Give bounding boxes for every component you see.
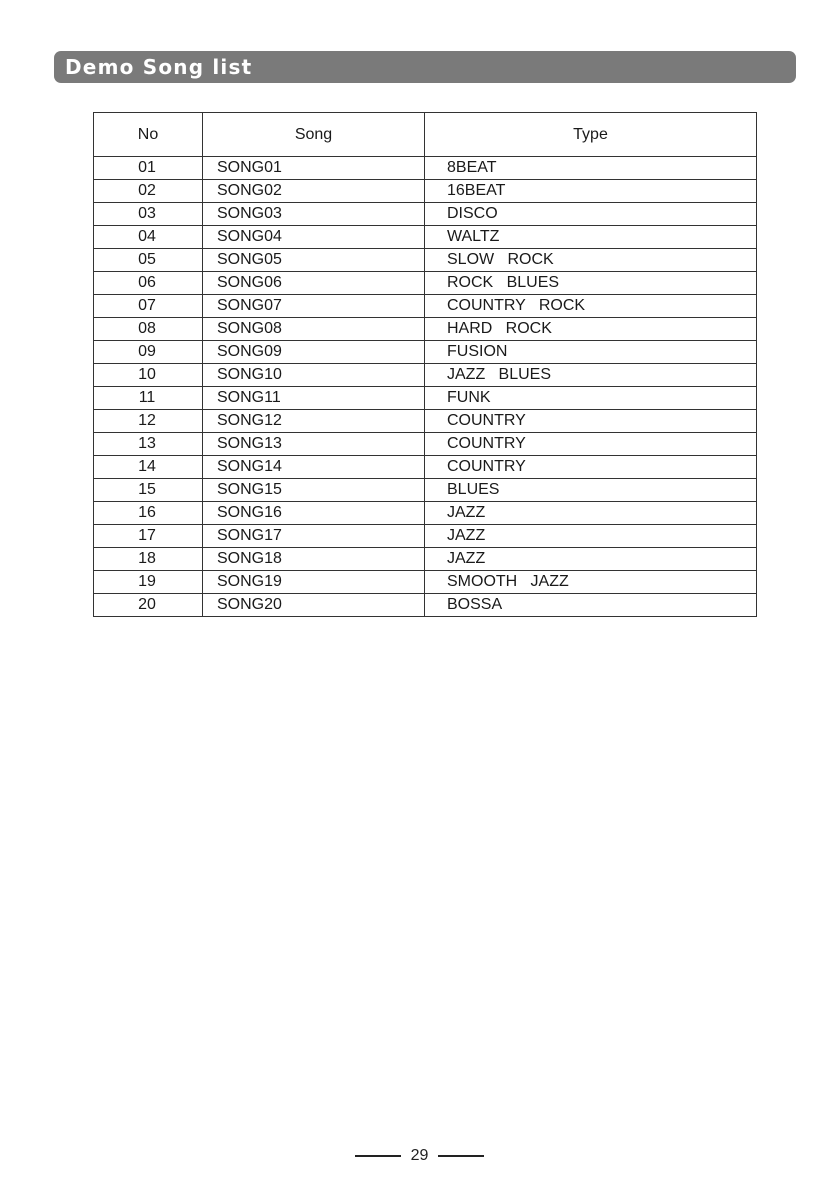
table-row: [94, 318, 757, 341]
song-number-cell: 18: [94, 548, 203, 571]
song-number-cell: 05: [94, 249, 203, 272]
song-type-cell: COUNTRY: [425, 410, 757, 433]
song-number-cell: 09: [94, 341, 203, 364]
table-row: [94, 249, 757, 272]
song-name-cell: SONG13: [203, 433, 425, 456]
song-name-cell: SONG04: [203, 226, 425, 249]
song-type-cell: SLOW ROCK: [425, 249, 757, 272]
table-header-row: [94, 113, 757, 157]
song-type-cell: WALTZ: [425, 226, 757, 249]
song-number-cell: 13: [94, 433, 203, 456]
table-row: [94, 410, 757, 433]
song-name-cell: SONG06: [203, 272, 425, 295]
song-number-cell: 10: [94, 364, 203, 387]
song-number-cell: 14: [94, 456, 203, 479]
table-row: [94, 226, 757, 249]
section-title: Demo Song list: [65, 55, 253, 79]
song-name-cell: SONG11: [203, 387, 425, 410]
song-number-cell: 08: [94, 318, 203, 341]
song-type-cell: COUNTRY: [425, 433, 757, 456]
song-type-cell: HARD ROCK: [425, 318, 757, 341]
song-number-cell: 17: [94, 525, 203, 548]
song-number-cell: 20: [94, 594, 203, 617]
song-name-cell: SONG07: [203, 295, 425, 318]
song-name-cell: SONG12: [203, 410, 425, 433]
song-name-cell: SONG03: [203, 203, 425, 226]
song-name-cell: SONG05: [203, 249, 425, 272]
song-name-cell: SONG09: [203, 341, 425, 364]
song-number-cell: 02: [94, 180, 203, 203]
table-row: [94, 180, 757, 203]
column-header-type: Type: [425, 113, 757, 157]
song-type-cell: 8BEAT: [425, 157, 757, 180]
table-row: [94, 387, 757, 410]
song-name-cell: SONG10: [203, 364, 425, 387]
demo-song-table: [93, 112, 757, 617]
song-number-cell: 15: [94, 479, 203, 502]
song-name-cell: SONG15: [203, 479, 425, 502]
song-type-cell: FUSION: [425, 341, 757, 364]
table-row: [94, 295, 757, 318]
song-name-cell: SONG08: [203, 318, 425, 341]
song-number-cell: 03: [94, 203, 203, 226]
song-type-cell: COUNTRY ROCK: [425, 295, 757, 318]
table-row: [94, 502, 757, 525]
page-number: 29: [410, 1147, 429, 1164]
table-row: [94, 571, 757, 594]
page-footer: [0, 1145, 839, 1167]
song-type-cell: BOSSA: [425, 594, 757, 617]
song-name-cell: SONG19: [203, 571, 425, 594]
song-type-cell: JAZZ: [425, 525, 757, 548]
section-header: [54, 51, 796, 83]
song-name-cell: SONG17: [203, 525, 425, 548]
table-row: [94, 479, 757, 502]
table-row: [94, 272, 757, 295]
table-row: [94, 548, 757, 571]
song-number-cell: 11: [94, 387, 203, 410]
song-type-cell: 16BEAT: [425, 180, 757, 203]
song-name-cell: SONG02: [203, 180, 425, 203]
song-number-cell: 12: [94, 410, 203, 433]
song-number-cell: 19: [94, 571, 203, 594]
table-row: [94, 157, 757, 180]
song-number-cell: 07: [94, 295, 203, 318]
song-type-cell: FUNK: [425, 387, 757, 410]
footer-rule-right: [438, 1155, 484, 1157]
song-name-cell: SONG14: [203, 456, 425, 479]
song-type-cell: DISCO: [425, 203, 757, 226]
table-row: [94, 594, 757, 617]
song-type-cell: SMOOTH JAZZ: [425, 571, 757, 594]
column-header-no: No: [94, 113, 203, 157]
table-row: [94, 341, 757, 364]
song-name-cell: SONG01: [203, 157, 425, 180]
song-type-cell: JAZZ BLUES: [425, 364, 757, 387]
song-type-cell: ROCK BLUES: [425, 272, 757, 295]
song-name-cell: SONG18: [203, 548, 425, 571]
footer-rule-left: [355, 1155, 401, 1157]
song-number-cell: 04: [94, 226, 203, 249]
song-name-cell: SONG16: [203, 502, 425, 525]
song-number-cell: 16: [94, 502, 203, 525]
song-type-cell: JAZZ: [425, 502, 757, 525]
song-number-cell: 06: [94, 272, 203, 295]
table-row: [94, 456, 757, 479]
table-row: [94, 364, 757, 387]
song-type-cell: COUNTRY: [425, 456, 757, 479]
table-row: [94, 203, 757, 226]
song-name-cell: SONG20: [203, 594, 425, 617]
column-header-song: Song: [203, 113, 425, 157]
song-number-cell: 01: [94, 157, 203, 180]
table-row: [94, 433, 757, 456]
table-row: [94, 525, 757, 548]
song-type-cell: JAZZ: [425, 548, 757, 571]
song-type-cell: BLUES: [425, 479, 757, 502]
